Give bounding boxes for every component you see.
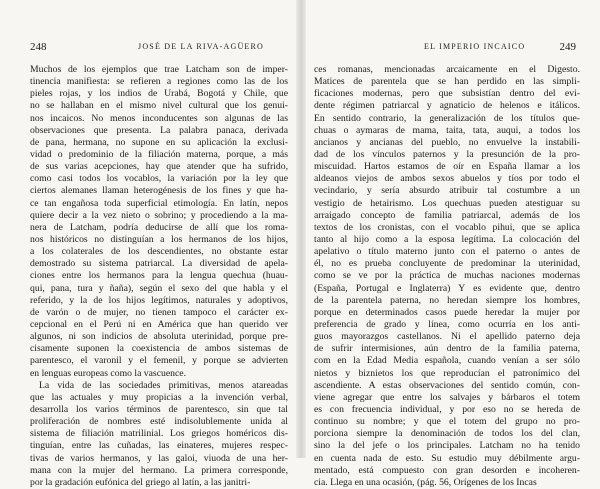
left-running-head: JOSÉ DE LA RIVA-AGÜERO <box>138 42 265 51</box>
text-line: La vida de las sociedades primitivas, menos atareadas <box>39 379 288 391</box>
book-gutter <box>296 0 306 458</box>
text-line: cisamente suponen la coexistencia de ambos sistemas de <box>30 343 288 355</box>
text-line: miscuidad. Hartos estamos de oír en España llamar a los <box>314 161 580 173</box>
right-page-number: 249 <box>559 41 576 53</box>
text-line: cepcional en el Perú ni en América que han querido ver <box>30 318 288 330</box>
right-page-header <box>312 40 576 54</box>
text-line: a los colaterales de los descendientes, no obstante estar <box>30 246 288 258</box>
right-page <box>306 0 600 488</box>
left-page-text <box>30 64 288 489</box>
text-line: proliferación de nombres esté indisolublemente unida al <box>30 416 288 428</box>
text-line: cia. Llega en una ocasión, (pág. 56, Orígenes de los Incas <box>314 476 537 488</box>
text-line: como se ve por la práctica de muchas naciones modernas <box>314 270 580 282</box>
text-line: ficaciones modernas, pero que subsistían dentro del evi- <box>314 88 580 100</box>
text-line: desarrolla los varios términos de parentesco, sin que tal <box>30 403 288 415</box>
text-line: arraigado concepto de familia patriarcal, además de los <box>314 209 580 221</box>
right-page-text <box>314 64 580 489</box>
text-line: en lenguas europeas como la vascuence. <box>30 367 187 379</box>
text-line: Muchos de los ejemplos que trae Latcham son de imper- <box>30 64 288 75</box>
text-line: observaciones que presenta. La palabra panaca, derivada <box>30 124 288 136</box>
text-line: nos históricos no distinguían a los hermanos de los hijos, <box>30 233 288 245</box>
left-page <box>0 0 296 488</box>
text-line: nietos y biznietos los que reproducían el patronímico del <box>314 367 580 379</box>
text-line: vidad o predominio de la filiación materna, porque, a más <box>30 148 288 160</box>
left-page-number: 248 <box>30 41 47 53</box>
text-line: aldeanos viejos de ambos sexos abuelos y tíos por todo el <box>314 173 580 185</box>
text-line: demostrado su sistema patriarcal. La diversidad de apela- <box>30 258 288 270</box>
text-line: pieles rojas, y los indios de Urabá, Bogotá y Chile, que <box>30 88 288 100</box>
text-line: ces romanas, mencionadas arcaicamente en el Digesto. <box>314 64 580 75</box>
text-line: de varón o de mujer, no tienen tampoco el carácter ex- <box>30 306 288 318</box>
text-line: ancianos y ancianas del pueblo, no envuelve la instabili- <box>314 136 580 148</box>
text-line: dad de los vínculos paternos y la presunción de la pro- <box>314 148 580 160</box>
left-page-header <box>30 40 285 54</box>
text-line: (España, Portugal e Inglaterra) Y es evidente que, dentro <box>314 282 580 294</box>
text-line: ciertos alemanes llaman heterogénesis de los fines y que ha- <box>30 185 288 197</box>
text-line: algunos, ni son indicios de absoluta uterinidad, porque pre- <box>30 331 288 343</box>
text-line: apelativo o título materno junto con el paterno o antes de <box>314 246 580 258</box>
text-line: qui, pana, tura y ñaña), según el sexo del que habla y el <box>30 282 288 294</box>
text-line: no se hallaban en el mismo nivel cultural que los genui- <box>30 100 288 112</box>
text-line: quiere decir a la vez nieto o sobrino; y procediendo a la ma- <box>30 209 288 221</box>
text-line: vecindario, y sería absurdo atribuir tal costumbre a un <box>314 185 580 197</box>
text-line: por la gradación eufónica del griego al latín, a las janitri- <box>30 476 251 488</box>
text-line: ascendiente. A estas observaciones del sentido común, con- <box>314 379 580 391</box>
text-line: como casi todos los vocablos, la variación por la ley que <box>30 173 288 185</box>
text-line: porciona siempre la denominación de todos los del clan, <box>314 428 580 440</box>
text-line: dente régimen patriarcal y agnaticio de helenos e itálicos. <box>314 100 580 112</box>
text-line: mana con la mujer del hermano. La primera corresponde, <box>30 464 288 476</box>
text-line: de sufrir intermisiones, aún dentro de la familia paterna, <box>314 343 580 355</box>
text-line: Matices de parentela que se han perdido en las simpli- <box>314 76 580 88</box>
text-line: preferencia de grado y línea, como ocurría en los anti- <box>314 318 580 330</box>
text-line: de pana, hermana, no supone en su aplicación la exclusi- <box>30 136 288 148</box>
text-line: textos de los cronistas, con el vocablo pihui, que se aplica <box>314 221 580 233</box>
text-line: ciones entre los hermanos para la lengua quechua (huau- <box>30 270 288 282</box>
text-line: tanto al hijo como a la esposa legítima. La colocación del <box>314 233 580 245</box>
text-line: nera de Latcham, podría deducirse de allí que los roma- <box>30 221 288 233</box>
text-line: viene agregar que entre los salvajes y bárbaros el totem <box>314 391 580 403</box>
text-line: en cuenta nada de esto. Su estudio muy débilmente argu- <box>314 452 580 464</box>
text-line: de la parentela paterna, no heredan siempre los hombres, <box>314 294 580 306</box>
text-line: sino la del jefe o los principales. Latcham no ha tenido <box>314 440 580 452</box>
text-line: porque en determinados casos puede heredar la mujer por <box>314 306 580 318</box>
text-line: es con frecuencia individual, y por eso no se hereda de <box>314 403 580 415</box>
text-line: tinencia manifiesta: se refieren a regiones como las de los <box>30 76 288 88</box>
text-line: sistema de filiación matrilinial. Los griegos homéricos dis- <box>30 428 288 440</box>
text-line: mentado, está compuesto con gran desorden e incoheren- <box>314 464 580 476</box>
text-line: ce tan engañosa toda superficial etimología. En latín, nepos <box>30 197 288 209</box>
text-line: tivas de varios hermanos, y las galoi, viuoda de una her- <box>30 452 288 464</box>
right-running-head: EL IMPERIO INCAICO <box>424 42 526 51</box>
text-line: nos incaicos. No menos inconducentes son algunas de las <box>30 112 288 124</box>
text-line: tinguían, entre las cuñadas, las einateres, mujeres respec- <box>30 440 288 452</box>
text-line: com en la Edad Media española, cuando venían a ser sólo <box>314 355 580 367</box>
text-line: él, no es prueba concluyente de predominar la uterinidad, <box>314 258 580 270</box>
text-line: de sus varias acepciones, hay que atender que ha sufrido, <box>30 161 288 173</box>
text-line: parentesco, el varonil y el femenil, y porque se advierten <box>30 355 288 367</box>
text-line: referido, y la de los hijos legítimos, naturales y adoptivos, <box>30 294 288 306</box>
text-line: guos mayorazgos castellanos. Ni el apellido paterno deja <box>314 331 580 343</box>
text-line: continuo su nombre; y que el totem del grupo no pro- <box>314 416 580 428</box>
text-line: que las actuales y muy propicias a la invención verbal, <box>30 391 288 403</box>
text-line: En sentido contrario, la generalización de los títulos que- <box>314 112 580 124</box>
text-line: vestigio de hetairismo. Los quechuas pueden atestiguar su <box>314 197 580 209</box>
text-line: chuas o aymaras de mama, taita, tata, auqui, a todos los <box>314 124 580 136</box>
